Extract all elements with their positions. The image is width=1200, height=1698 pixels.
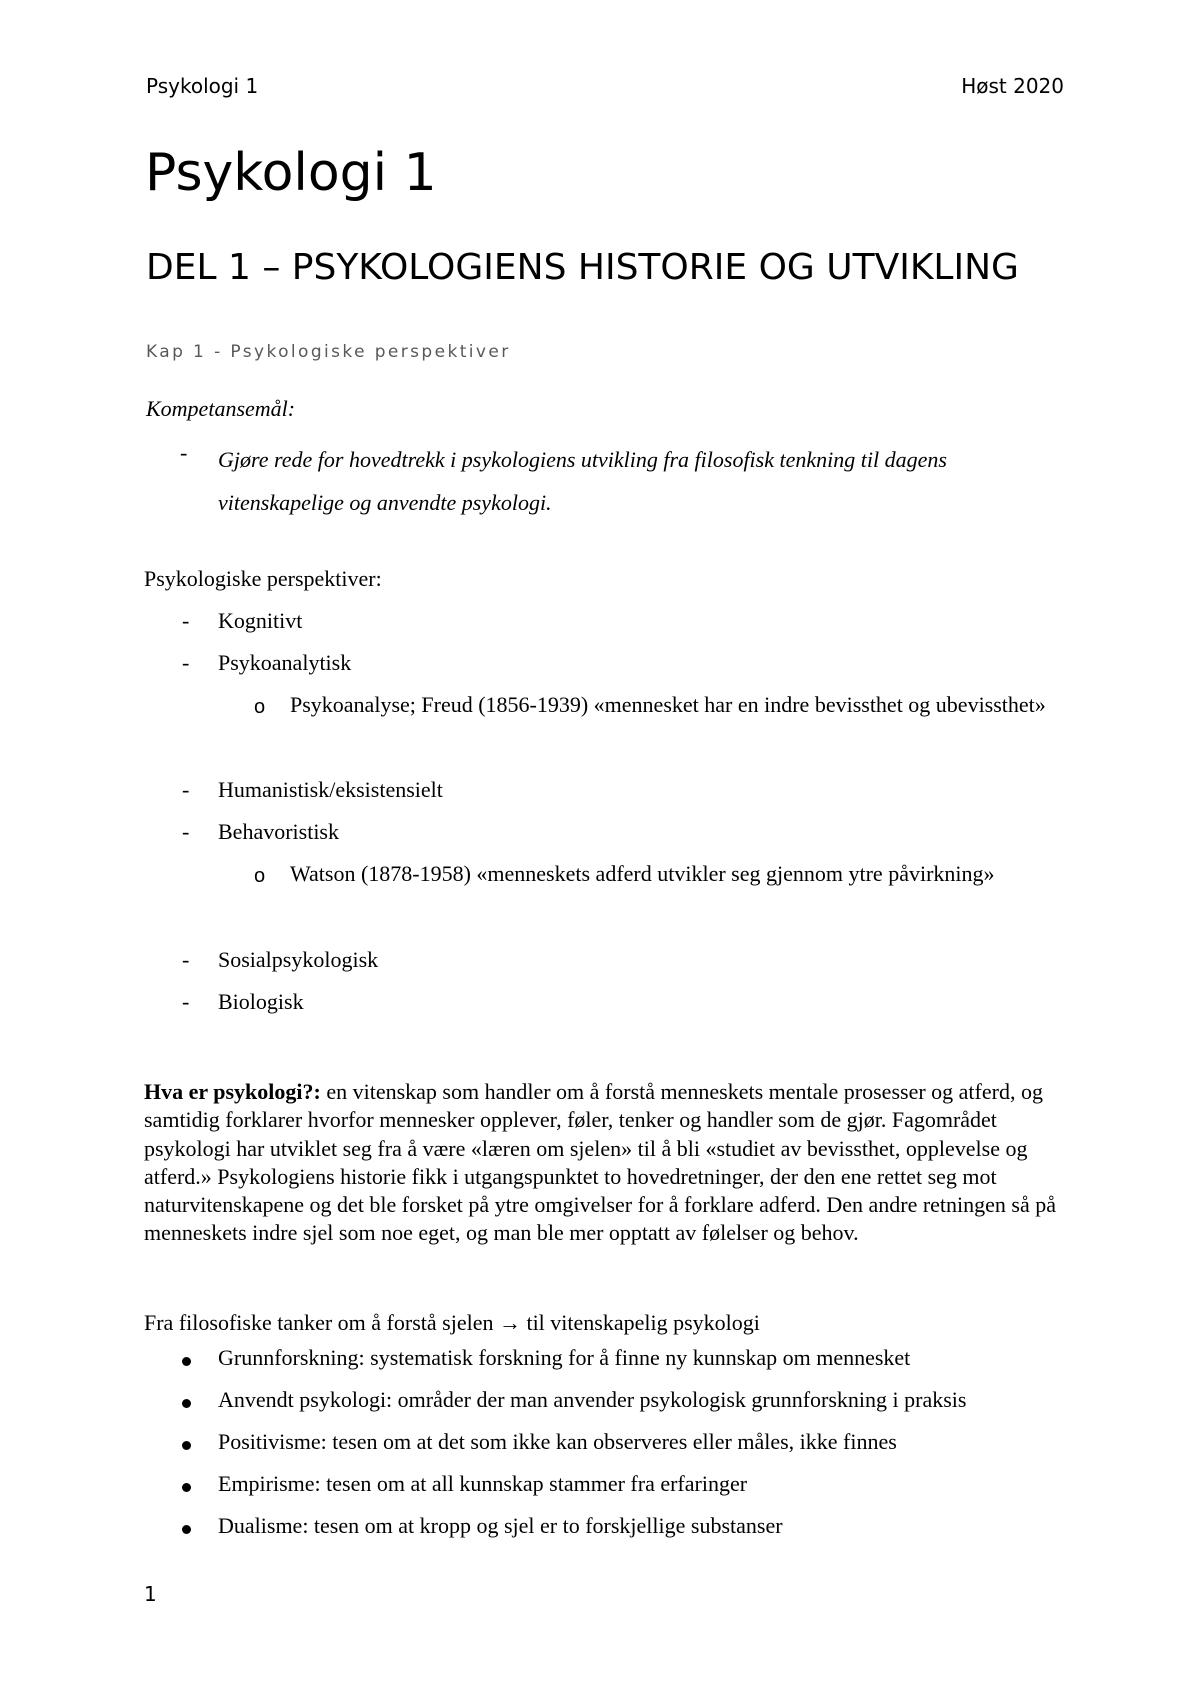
bullet-item-text: Empirisme: tesen om at all kunnskap stammer fra erfaringer bbox=[218, 1471, 748, 1496]
definition-paragraph bbox=[144, 1078, 1064, 1248]
bullet-item-text: Grunnforskning: systematisk forskning for å finne ny kunnskap om mennesket bbox=[218, 1345, 911, 1370]
header-left: Psykologi 1 bbox=[146, 74, 259, 98]
bullet-icon bbox=[182, 1525, 191, 1534]
list-item-text: Psykoanalytisk bbox=[218, 650, 352, 675]
document-title: Psykologi 1 bbox=[145, 143, 437, 203]
bullet-icon bbox=[182, 1357, 191, 1366]
list-dash: - bbox=[182, 947, 190, 972]
bullet-icon bbox=[182, 1483, 191, 1492]
competence-dash: - bbox=[180, 440, 188, 465]
section-heading: DEL 1 – PSYKOLOGIENS HISTORIE OG UTVIKLING bbox=[146, 247, 1019, 288]
list-item-text: Humanistisk/eksistensielt bbox=[218, 777, 443, 802]
list-item-text: Biologisk bbox=[218, 989, 304, 1014]
list-item-text: Behavoristisk bbox=[218, 819, 339, 844]
page-number: 1 bbox=[144, 1582, 157, 1606]
competence-goal: Gjøre rede for hovedtrekk i psykologiens utvikling fra filosofisk tenkning til dagens vitenskapelige og anvendte psykologi. bbox=[218, 447, 947, 515]
circle-bullet-icon: o bbox=[254, 865, 266, 887]
competence-label: Kompetansemål: bbox=[146, 396, 296, 421]
bullet-item-text: Positivisme: tesen om at det som ikke kan observeres eller måles, ikke finnes bbox=[218, 1429, 897, 1454]
bullet-item-text: Dualisme: tesen om at kropp og sjel er to forskjellige substanser bbox=[218, 1513, 783, 1538]
list-dash: - bbox=[182, 650, 190, 675]
philosophy-intro: Fra filosofiske tanker om å forstå sjelen → til vitenskapelig psykologi bbox=[144, 1310, 760, 1335]
sub-list-item-text: Watson (1878-1958) «menneskets adferd utvikler seg gjennom ytre påvirkning» bbox=[290, 861, 995, 886]
perspectives-label: Psykologiske perspektiver: bbox=[144, 566, 382, 591]
list-item-text: Sosialpsykologisk bbox=[218, 947, 379, 972]
list-dash: - bbox=[182, 608, 190, 633]
list-item-text: Kognitivt bbox=[218, 608, 303, 633]
circle-bullet-icon: o bbox=[254, 696, 266, 718]
definition-term: Hva er psykologi?: bbox=[144, 1079, 321, 1104]
sub-list-item-text: Psykoanalyse; Freud (1856-1939) «mennesket har en indre bevissthet og ubevissthet» bbox=[290, 692, 1046, 717]
definition-text: en vitenskap som handler om å forstå menneskets mentale prosesser og atferd, og samtidig forklarer hvorfor mennesker opplever, føler, tenker og handler som de gjør. Fagområdet psykologi har utviklet seg fra å være «læren om sjelen» til å bli «studiet av bevissthet, opplevelse og atferd.» Psykologiens historie fikk i utgangspunktet to hovedretninger, der den ene rettet seg mot naturvitenskapene og det ble forsket på ytre omgivelser for å forklare adferd. Den andre retningen så på menneskets indre sjel som noe eget, og man ble mer opptatt av følelser og behov. bbox=[144, 1079, 1057, 1246]
list-dash: - bbox=[182, 819, 190, 844]
list-dash: - bbox=[182, 777, 190, 802]
bullet-icon bbox=[182, 1399, 191, 1408]
header-right: Høst 2020 bbox=[961, 74, 1064, 98]
chapter-subtitle: Kap 1 - Psykologiske perspektiver bbox=[146, 342, 511, 362]
list-dash: - bbox=[182, 989, 190, 1014]
bullet-icon bbox=[182, 1441, 191, 1450]
bullet-item-text: Anvendt psykologi: områder der man anvender psykologisk grunnforskning i praksis bbox=[218, 1387, 967, 1412]
